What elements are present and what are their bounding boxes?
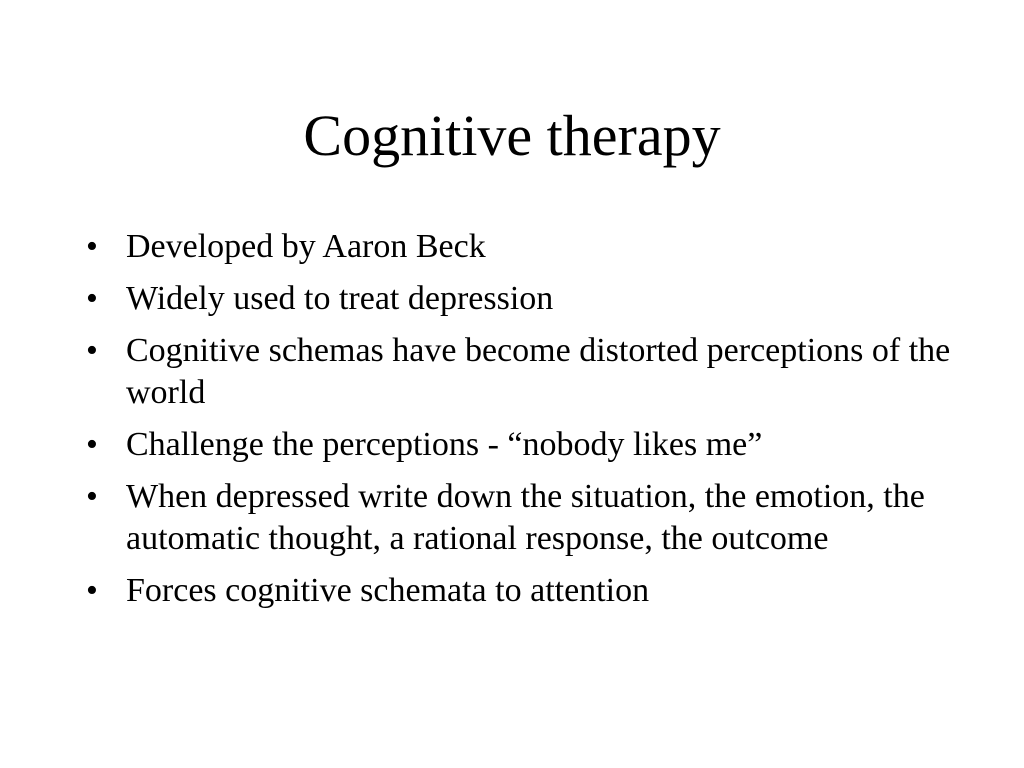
bullet-icon: • bbox=[86, 426, 98, 463]
bullet-item bbox=[84, 330, 964, 414]
bullet-list bbox=[84, 226, 964, 622]
bullet-item bbox=[84, 476, 964, 560]
bullet-icon: • bbox=[86, 332, 98, 369]
bullet-text: Developed by Aaron Beck bbox=[126, 228, 486, 265]
bullet-icon: • bbox=[86, 478, 98, 515]
slide-title: Cognitive therapy bbox=[303, 103, 721, 168]
bullet-text: Forces cognitive schemata to attention bbox=[126, 572, 650, 609]
bullet-item bbox=[84, 424, 964, 466]
bullet-item bbox=[84, 226, 964, 268]
bullet-text: Widely used to treat depression bbox=[126, 280, 554, 317]
bullet-text: When depressed write down the situation, the emotion, the automatic thought, a rational response, the outcome bbox=[126, 478, 925, 557]
bullet-icon: • bbox=[86, 572, 98, 609]
bullet-item bbox=[84, 570, 964, 612]
bullet-text: Challenge the perceptions - “nobody likes me” bbox=[126, 426, 763, 463]
bullet-item bbox=[84, 278, 964, 320]
bullet-icon: • bbox=[86, 280, 98, 317]
bullet-text: Cognitive schemas have become distorted perceptions of the world bbox=[126, 332, 951, 411]
bullet-icon: • bbox=[86, 228, 98, 265]
